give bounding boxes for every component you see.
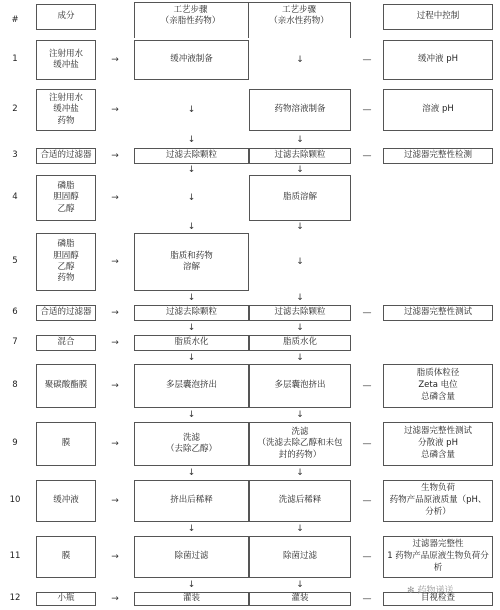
process-step-right: 过滤去除颗粒	[249, 148, 351, 164]
down-arrow-left: ↓	[187, 105, 196, 115]
arrow-to-ipc: —	[362, 55, 372, 65]
process-step-left: 多层囊泡挤出	[134, 364, 249, 408]
connector-arrow-right: ↓	[296, 323, 304, 333]
connector-arrow-left: ↓	[187, 468, 196, 478]
watermark	[407, 583, 453, 596]
ingredient-box: 混合	[36, 335, 96, 351]
header-ipc: 过程中控制	[383, 4, 493, 30]
process-step-right: 除菌过滤	[249, 536, 351, 578]
row-number: 1	[12, 54, 18, 64]
row-number: 5	[12, 256, 18, 266]
arrow-to-process: →	[111, 151, 119, 161]
ipc-box: 过滤器完整性 1 药物产品原液生物负荷分 析	[383, 536, 493, 578]
process-step-right: 洗滤 （洗滤去除乙醇和未包 封的药物）	[249, 422, 351, 466]
wechat-icon: ✻	[407, 586, 415, 596]
ipc-box: 溶液 pH	[383, 89, 493, 131]
arrow-to-process: →	[111, 381, 119, 391]
ingredient-box: 磷脂 胆固醇 乙醇	[36, 175, 96, 221]
ipc-box: 生物负荷 药物产品原液质量（pH、 分析）	[383, 480, 493, 522]
arrow-to-process: →	[111, 308, 119, 318]
ipc-box: 过滤器完整性测试	[383, 305, 493, 321]
connector-arrow-right: ↓	[296, 410, 304, 420]
row-number: 3	[12, 150, 18, 160]
process-step-left: 过滤去除颗粒	[134, 305, 249, 321]
ingredient-box: 小瓶	[36, 592, 96, 606]
connector-arrow-left: ↓	[187, 134, 196, 145]
arrow-to-ipc: —	[362, 496, 372, 506]
arrow-to-process: →	[111, 55, 119, 65]
connector-arrow-right: ↓	[296, 134, 304, 145]
arrow-to-process: →	[111, 496, 119, 506]
row-number: 7	[12, 337, 18, 347]
row-number: 8	[12, 380, 18, 390]
ingredient-box: 膜	[36, 422, 96, 466]
arrow-to-process: →	[111, 257, 119, 267]
ingredient-box: 磷脂 胆固醇 乙醇 药物	[36, 233, 96, 291]
arrow-to-process: →	[111, 338, 119, 348]
connector-arrow-right: ↓	[296, 164, 304, 175]
row-number: 12	[9, 593, 21, 603]
process-step-left: 除菌过滤	[134, 536, 249, 578]
arrow-to-ipc: —	[362, 151, 372, 161]
connector-arrow-right: ↓	[296, 580, 304, 590]
ingredient-box: 注射用水 缓冲盐 药物	[36, 89, 96, 131]
ipc-box: 过滤器完整性测试 分散液 pH 总磷含量	[383, 422, 493, 466]
arrow-to-ipc: —	[362, 381, 372, 391]
process-step-left: 洗滤 （去除乙醇）	[134, 422, 249, 466]
connector-arrow-left: ↓	[187, 524, 196, 534]
header-col-hydrophilic: （亲水性药物）	[269, 16, 329, 27]
watermark-text: 药物递送	[417, 586, 454, 596]
row-number: 2	[12, 104, 18, 114]
process-step-left: 脂质水化	[134, 335, 249, 351]
ingredient-box: 合适的过滤器	[36, 305, 96, 321]
connector-arrow-right: ↓	[296, 352, 304, 363]
process-step-right: 过滤去除颗粒	[249, 305, 351, 321]
arrow-to-process: →	[111, 105, 119, 115]
process-step-left: 脂质和药物 溶解	[134, 233, 249, 291]
row-number: 6	[12, 307, 18, 317]
ingredient-box: 缓冲液	[36, 480, 96, 522]
header-ingredient: 成分	[36, 4, 96, 30]
connector-arrow-left: ↓	[187, 352, 196, 363]
down-arrow-left: ↓	[187, 193, 196, 203]
arrow-to-ipc: —	[362, 439, 372, 449]
ipc-box: 过滤器完整性检测	[383, 148, 493, 164]
process-step-right: 脂质溶解	[249, 175, 351, 221]
process-step-right: 多层囊泡挤出	[249, 364, 351, 408]
arrow-to-ipc: —	[362, 594, 372, 604]
connector-arrow-right: ↓	[296, 468, 304, 478]
connector-arrow-left: ↓	[187, 293, 196, 303]
ingredient-box: 合适的过滤器	[36, 148, 96, 164]
process-step-right: 脂质水化	[249, 335, 351, 351]
connector-arrow-left: ↓	[187, 580, 196, 590]
connector-arrow-left: ↓	[187, 410, 196, 420]
process-step-left: 过滤去除颗粒	[134, 148, 249, 164]
ipc-box: 目视检查	[383, 592, 493, 606]
down-arrow-right: ↓	[296, 55, 304, 65]
connector-arrow-left: ↓	[187, 323, 196, 333]
arrow-to-ipc: —	[362, 105, 372, 115]
ingredient-box: 注射用水 缓冲盐	[36, 40, 96, 80]
row-number: 11	[9, 551, 21, 561]
header-process-title-left: 工艺步骤	[173, 5, 208, 15]
header-num: #	[11, 15, 19, 25]
process-step-left: 缓冲液制备	[134, 40, 249, 80]
row-number: 4	[12, 192, 18, 202]
arrow-to-process: →	[111, 552, 119, 562]
process-frame-left	[134, 2, 249, 38]
arrow-to-process: →	[111, 594, 119, 604]
connector-arrow-right: ↓	[296, 293, 304, 303]
header-process-title-right: 工艺步骤	[281, 5, 316, 15]
process-step-right: 灌装	[249, 592, 351, 606]
connector-arrow-right: ↓	[296, 222, 304, 232]
row-number: 10	[9, 495, 21, 505]
arrow-to-process: →	[111, 439, 119, 449]
ingredient-box: 膜	[36, 536, 96, 578]
connector-arrow-left: ↓	[187, 222, 196, 232]
process-step-right: 洗滤后稀释	[249, 480, 351, 522]
process-step-left: 挤出后稀释	[134, 480, 249, 522]
process-frame-right	[248, 2, 351, 38]
ipc-box: 缓冲液 pH	[383, 40, 493, 80]
connector-arrow-right: ↓	[296, 524, 304, 534]
row-number: 9	[12, 438, 18, 448]
ipc-box: 脂质体粒径 Zeta 电位 总磷含量	[383, 364, 493, 408]
connector-arrow-left: ↓	[187, 164, 196, 175]
down-arrow-right: ↓	[296, 257, 304, 267]
arrow-to-ipc: —	[362, 552, 372, 562]
arrow-to-process: →	[111, 193, 119, 203]
ingredient-box: 聚碳酸酯膜	[36, 364, 96, 408]
arrow-to-ipc: —	[362, 308, 372, 318]
process-step-left: 灌装	[134, 592, 249, 606]
header-col-lipophilic: （亲脂性药物）	[160, 16, 221, 27]
process-step-right: 药物溶液制备	[249, 89, 351, 131]
